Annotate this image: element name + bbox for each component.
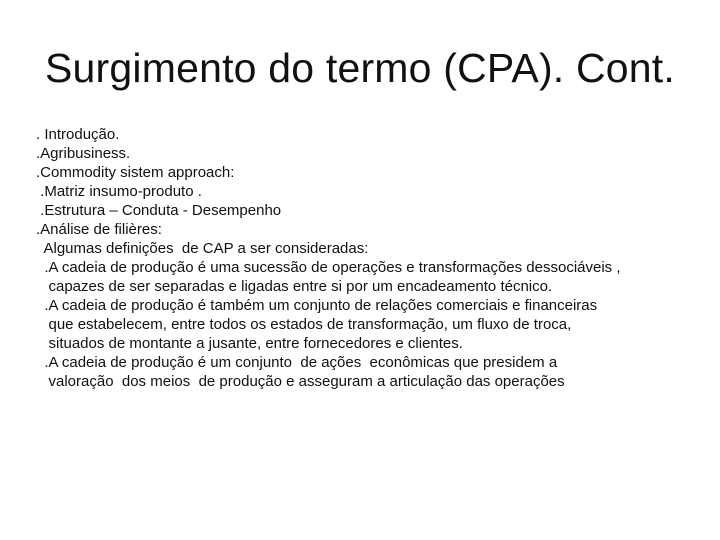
body-line-def3-a: .A cadeia de produção é um conjunto de ações econômicas que presidem a (36, 354, 558, 371)
body-line-estrutura: .Estrutura – Conduta - Desempenho (36, 202, 282, 219)
body-line-agribusiness: .Agribusiness. (36, 145, 131, 162)
body-line-def2-a: .A cadeia de produção é também um conjunto de relações comerciais e financeiras (36, 297, 598, 314)
slide-title: Surgimento do termo (CPA). Cont. (45, 45, 675, 91)
body-line-def2-c: situados de montante a jusante, entre fornecedores e clientes. (36, 335, 463, 352)
body-line-definicoes: Algumas definições de CAP a ser consideradas: (36, 240, 369, 257)
body-line-analise: .Análise de filières: (36, 221, 162, 238)
body-line-def2-b: que estabelecem, entre todos os estados de transformação, um fluxo de troca, (36, 316, 572, 333)
body-line-def1-a: .A cadeia de produção é uma sucessão de operações e transformações dessociáveis , (36, 259, 621, 276)
body-line-matriz: .Matriz insumo-produto . (36, 183, 202, 200)
body-line-def3-b: valoração dos meios de produção e asseguram a articulação das operações (36, 373, 565, 390)
body-line-commodity: .Commodity sistem approach: (36, 164, 235, 181)
body-line-introducao: . Introdução. (36, 126, 120, 143)
slide-body (36, 125, 706, 391)
body-line-def1-b: capazes de ser separadas e ligadas entre si por um encadeamento técnico. (36, 278, 553, 295)
